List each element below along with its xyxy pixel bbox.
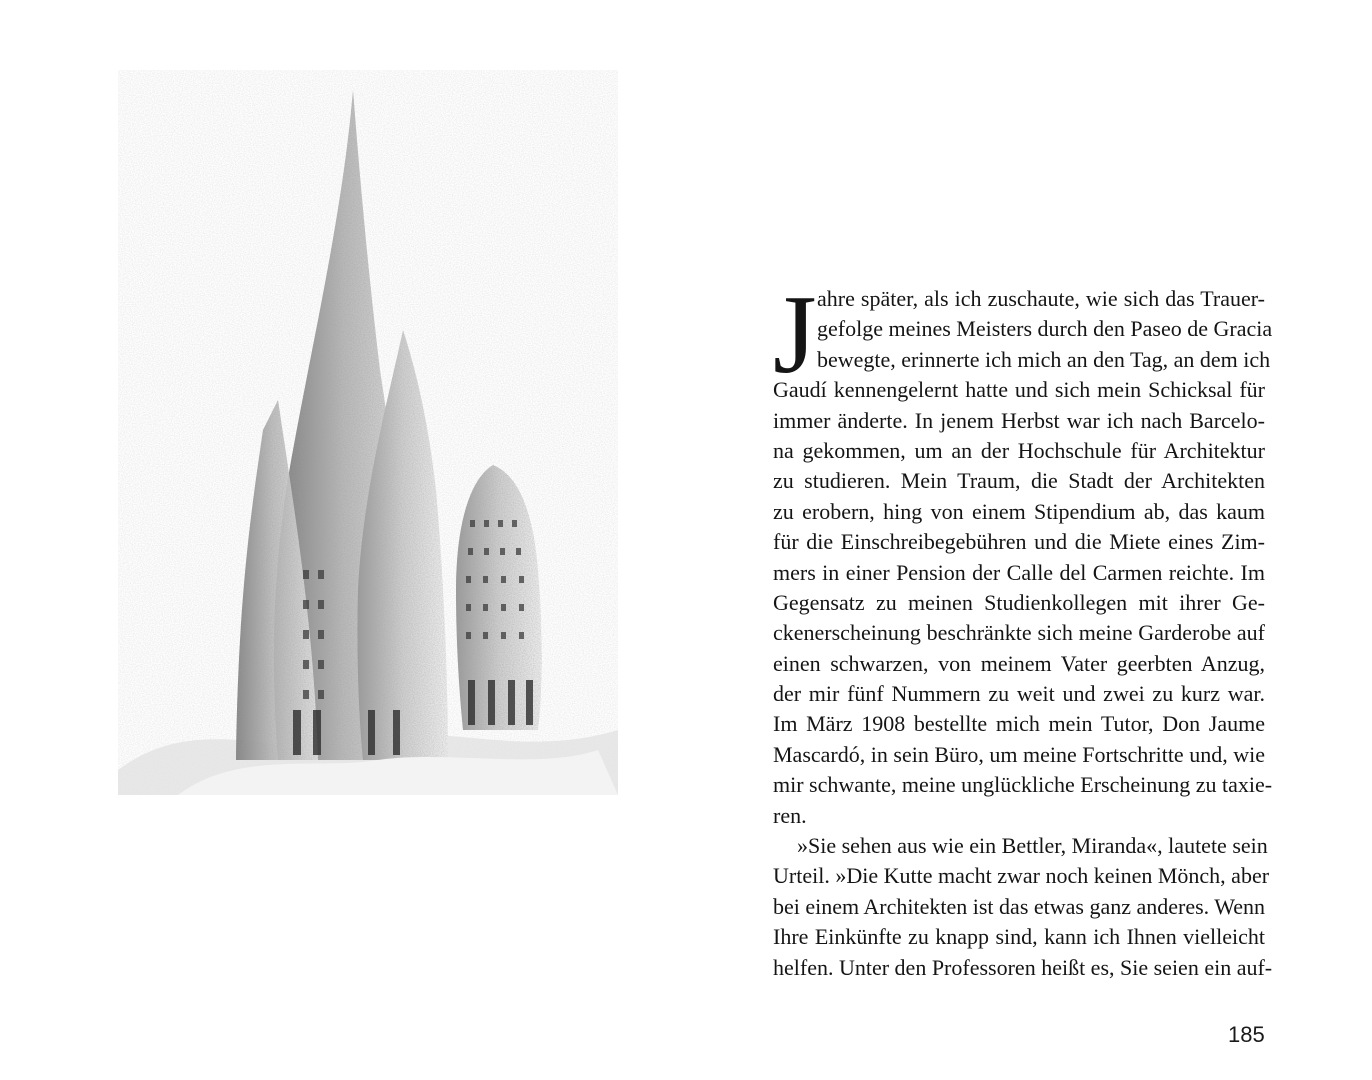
text-line: helfen. Unter den Professoren heißt es, Sie seien ein auf- (773, 954, 1273, 980)
text-line: ren. (773, 802, 807, 828)
text-line: einen schwarzen, von meinem Vater geerbten Anzug, (773, 650, 1265, 676)
text-line: zu studieren. Mein Traum, die Stadt der Architekten (773, 468, 1265, 494)
cathedral-spires-illustration (118, 70, 618, 795)
text-line: Ihre Einkünfte zu knapp sind, kann ich Ihnen vielleicht (773, 924, 1265, 950)
text-line: Mascardó, in sein Büro, um meine Fortschritte und, wie (773, 741, 1265, 767)
text-line: für die Einschreibegebühren und die Miete eines Zim- (773, 529, 1265, 555)
text-line: na gekommen, um an der Hochschule für Architektur (773, 437, 1265, 463)
text-line: immer änderte. In jenem Herbst war ich nach Barcelo- (773, 407, 1265, 433)
text-line: gefolge meines Meisters durch den Paseo de Gracia (817, 316, 1273, 342)
text-line: ckenerscheinung beschränkte sich meine Garderobe auf (773, 620, 1265, 646)
body-text (773, 273, 1273, 983)
text-line: mir schwante, meine unglückliche Erscheinung zu taxie- (773, 772, 1273, 798)
text-line: »Sie sehen aus wie ein Bettler, Miranda«, lautete sein (797, 833, 1268, 859)
text-line: der mir fünf Nummern zu weit und zwei zu kurz war. (773, 681, 1265, 707)
page-number: 185 (1228, 1022, 1265, 1047)
text-line: Im März 1908 bestellte mich mein Tutor, Don Jaume (773, 711, 1265, 737)
text-line: bei einem Architekten ist das etwas ganz anderes. Wenn (773, 893, 1266, 919)
drop-cap: J (773, 273, 817, 397)
text-line: zu erobern, hing von einem Stipendium ab, das kaum (773, 498, 1265, 524)
text-line: Gegensatz zu meinen Studienkollegen mit ihrer Ge- (773, 589, 1265, 615)
text-line: Urteil. »Die Kutte macht zwar noch keinen Mönch, aber (773, 863, 1270, 889)
text-line: bewegte, erinnerte ich mich an den Tag, an dem ich (817, 346, 1271, 372)
text-line: ahre später, als ich zuschaute, wie sich das Trauer- (817, 286, 1265, 311)
text-line: Gaudí kennengelernt hatte und sich mein Schicksal für (773, 377, 1265, 403)
text-line: mers in einer Pension der Calle del Carmen reichte. Im (773, 559, 1265, 585)
